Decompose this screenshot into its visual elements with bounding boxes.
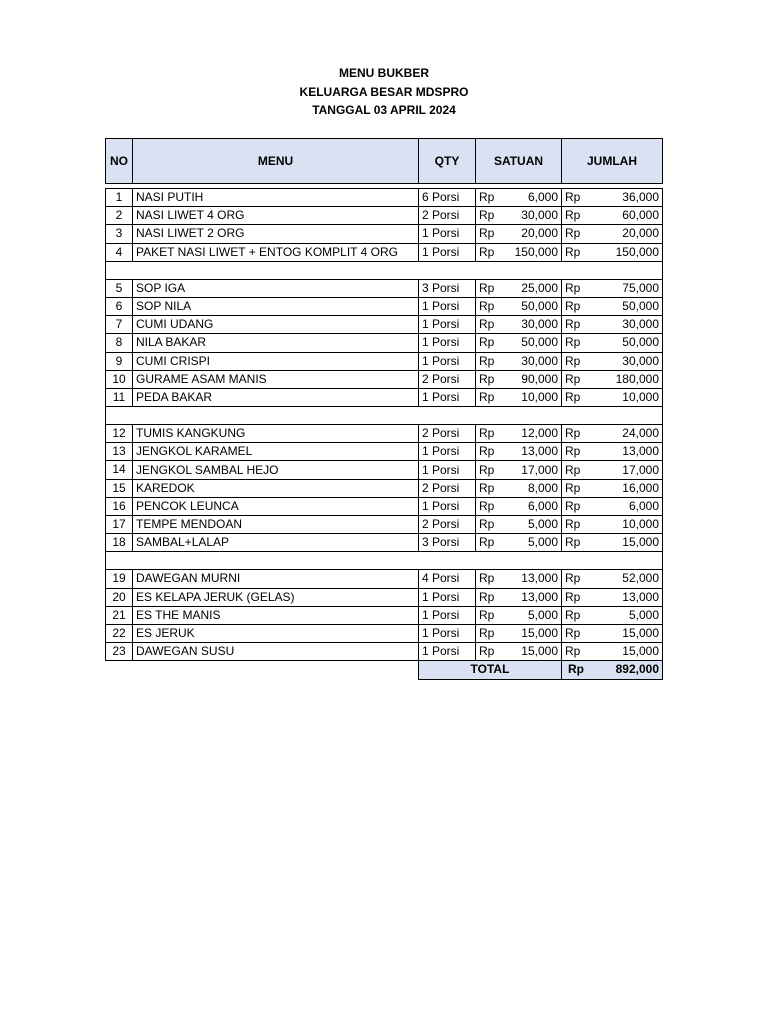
row-number: 11 [106, 388, 133, 406]
row-quantity: 3 Porsi [419, 279, 476, 297]
row-jumlah-amount: 5,000 [588, 606, 663, 624]
row-menu-item: ES KELAPA JERUK (GELAS) [133, 588, 419, 606]
row-menu-item: NASI LIWET 4 ORG [133, 207, 419, 225]
header-jumlah: JUMLAH [562, 139, 663, 184]
row-jumlah-currency: Rp [562, 370, 588, 388]
row-satuan-price: 50,000 [504, 334, 562, 352]
row-menu-item: PENCOK LEUNCA [133, 497, 419, 515]
group-separator-row [106, 407, 663, 425]
table-row [106, 588, 663, 606]
table-row [106, 570, 663, 588]
row-quantity: 3 Porsi [419, 534, 476, 552]
group-separator-row [106, 261, 663, 279]
row-menu-item: SOP NILA [133, 297, 419, 315]
group-separator-row [106, 552, 663, 570]
row-number: 6 [106, 297, 133, 315]
row-number: 2 [106, 207, 133, 225]
row-jumlah-currency: Rp [562, 243, 588, 261]
row-number: 12 [106, 425, 133, 443]
row-satuan-currency: Rp [476, 606, 504, 624]
row-number: 1 [106, 189, 133, 207]
document-subtitle-organization: KELUARGA BESAR MDSPRO [299, 84, 469, 99]
row-satuan-price: 25,000 [504, 279, 562, 297]
row-jumlah-currency: Rp [562, 534, 588, 552]
row-satuan-currency: Rp [476, 588, 504, 606]
table-row [106, 388, 663, 406]
row-menu-item: DAWEGAN MURNI [133, 570, 419, 588]
row-satuan-price: 150,000 [504, 243, 562, 261]
row-jumlah-currency: Rp [562, 334, 588, 352]
row-quantity: 4 Porsi [419, 570, 476, 588]
row-menu-item: CUMI CRISPI [133, 352, 419, 370]
row-jumlah-amount: 150,000 [588, 243, 663, 261]
table-row [106, 207, 663, 225]
row-jumlah-amount: 15,000 [588, 624, 663, 642]
row-jumlah-amount: 17,000 [588, 461, 663, 479]
row-satuan-price: 8,000 [504, 479, 562, 497]
row-jumlah-amount: 16,000 [588, 479, 663, 497]
menu-table-body [106, 184, 663, 680]
row-number: 23 [106, 643, 133, 661]
row-quantity: 1 Porsi [419, 225, 476, 243]
row-jumlah-amount: 36,000 [588, 189, 663, 207]
row-satuan-price: 5,000 [504, 516, 562, 534]
row-jumlah-currency: Rp [562, 189, 588, 207]
row-satuan-price: 10,000 [504, 388, 562, 406]
row-number: 20 [106, 588, 133, 606]
row-jumlah-currency: Rp [562, 624, 588, 642]
row-jumlah-amount: 13,000 [588, 588, 663, 606]
row-jumlah-currency: Rp [562, 497, 588, 515]
table-row [106, 352, 663, 370]
row-number: 10 [106, 370, 133, 388]
row-menu-item: DAWEGAN SUSU [133, 643, 419, 661]
menu-table [105, 138, 663, 680]
row-menu-item: TEMPE MENDOAN [133, 516, 419, 534]
row-satuan-price: 6,000 [504, 189, 562, 207]
row-number: 17 [106, 516, 133, 534]
row-number: 19 [106, 570, 133, 588]
row-quantity: 1 Porsi [419, 461, 476, 479]
row-satuan-price: 15,000 [504, 624, 562, 642]
row-menu-item: NILA BAKAR [133, 334, 419, 352]
row-quantity: 1 Porsi [419, 388, 476, 406]
document-subtitle-date: TANGGAL 03 APRIL 2024 [312, 103, 456, 117]
row-jumlah-amount: 20,000 [588, 225, 663, 243]
table-row [106, 279, 663, 297]
row-jumlah-currency: Rp [562, 279, 588, 297]
group-separator-cell [106, 407, 663, 425]
row-jumlah-amount: 52,000 [588, 570, 663, 588]
total-label: TOTAL [419, 661, 562, 679]
row-jumlah-amount: 6,000 [588, 497, 663, 515]
row-quantity: 2 Porsi [419, 207, 476, 225]
row-satuan-currency: Rp [476, 189, 504, 207]
row-quantity: 1 Porsi [419, 443, 476, 461]
row-satuan-currency: Rp [476, 425, 504, 443]
row-jumlah-amount: 30,000 [588, 316, 663, 334]
header-no: NO [106, 139, 133, 184]
row-satuan-price: 13,000 [504, 443, 562, 461]
table-row [106, 334, 663, 352]
table-row [106, 606, 663, 624]
table-row [106, 534, 663, 552]
row-quantity: 1 Porsi [419, 316, 476, 334]
table-row [106, 643, 663, 661]
row-satuan-currency: Rp [476, 334, 504, 352]
row-menu-item: SAMBAL+LALAP [133, 534, 419, 552]
total-row [106, 661, 663, 679]
row-satuan-currency: Rp [476, 225, 504, 243]
row-menu-item: CUMI UDANG [133, 316, 419, 334]
row-jumlah-amount: 50,000 [588, 334, 663, 352]
row-satuan-price: 13,000 [504, 588, 562, 606]
row-quantity: 1 Porsi [419, 624, 476, 642]
row-satuan-currency: Rp [476, 352, 504, 370]
row-satuan-currency: Rp [476, 497, 504, 515]
header-qty: QTY [419, 139, 476, 184]
row-satuan-currency: Rp [476, 207, 504, 225]
table-row [106, 497, 663, 515]
row-jumlah-currency: Rp [562, 207, 588, 225]
row-jumlah-amount: 24,000 [588, 425, 663, 443]
row-satuan-currency: Rp [476, 443, 504, 461]
table-row [106, 225, 663, 243]
row-satuan-currency: Rp [476, 624, 504, 642]
row-satuan-currency: Rp [476, 461, 504, 479]
row-quantity: 1 Porsi [419, 352, 476, 370]
row-jumlah-currency: Rp [562, 479, 588, 497]
row-menu-item: KAREDOK [133, 479, 419, 497]
row-jumlah-currency: Rp [562, 588, 588, 606]
row-satuan-currency: Rp [476, 534, 504, 552]
row-jumlah-currency: Rp [562, 516, 588, 534]
row-satuan-price: 20,000 [504, 225, 562, 243]
table-row [106, 243, 663, 261]
table-row [106, 624, 663, 642]
table-row [106, 425, 663, 443]
row-quantity: 2 Porsi [419, 516, 476, 534]
total-blank-cell [106, 661, 133, 679]
row-satuan-currency: Rp [476, 643, 504, 661]
total-amount: 892,000 [588, 661, 663, 679]
group-separator-cell [106, 552, 663, 570]
row-jumlah-currency: Rp [562, 606, 588, 624]
row-menu-item: ES THE MANIS [133, 606, 419, 624]
document-title: MENU BUKBER [339, 66, 429, 80]
row-menu-item: ES JERUK [133, 624, 419, 642]
row-number: 21 [106, 606, 133, 624]
row-quantity: 1 Porsi [419, 297, 476, 315]
row-jumlah-amount: 180,000 [588, 370, 663, 388]
table-row [106, 370, 663, 388]
row-menu-item: TUMIS KANGKUNG [133, 425, 419, 443]
row-menu-item: SOP IGA [133, 279, 419, 297]
row-satuan-currency: Rp [476, 279, 504, 297]
row-jumlah-currency: Rp [562, 352, 588, 370]
row-jumlah-amount: 30,000 [588, 352, 663, 370]
row-jumlah-currency: Rp [562, 570, 588, 588]
table-row [106, 297, 663, 315]
total-currency: Rp [562, 661, 588, 679]
row-satuan-currency: Rp [476, 297, 504, 315]
row-jumlah-currency: Rp [562, 297, 588, 315]
document-title-block [0, 64, 768, 120]
row-number: 3 [106, 225, 133, 243]
table-row [106, 479, 663, 497]
table-row [106, 461, 663, 479]
row-jumlah-amount: 10,000 [588, 516, 663, 534]
row-jumlah-currency: Rp [562, 443, 588, 461]
row-number: 8 [106, 334, 133, 352]
row-satuan-price: 13,000 [504, 570, 562, 588]
row-jumlah-amount: 10,000 [588, 388, 663, 406]
row-menu-item: JENGKOL KARAMEL [133, 443, 419, 461]
row-satuan-price: 30,000 [504, 352, 562, 370]
table-row [106, 189, 663, 207]
row-number: 7 [106, 316, 133, 334]
row-number: 14 [106, 461, 133, 479]
row-number: 4 [106, 243, 133, 261]
row-quantity: 2 Porsi [419, 370, 476, 388]
row-satuan-currency: Rp [476, 479, 504, 497]
row-quantity: 1 Porsi [419, 588, 476, 606]
row-number: 18 [106, 534, 133, 552]
row-jumlah-currency: Rp [562, 461, 588, 479]
row-menu-item: JENGKOL SAMBAL HEJO [133, 461, 419, 479]
row-jumlah-amount: 15,000 [588, 534, 663, 552]
table-row [106, 443, 663, 461]
row-satuan-price: 30,000 [504, 207, 562, 225]
row-satuan-currency: Rp [476, 570, 504, 588]
row-number: 22 [106, 624, 133, 642]
row-menu-item: NASI PUTIH [133, 189, 419, 207]
row-satuan-currency: Rp [476, 388, 504, 406]
row-quantity: 6 Porsi [419, 189, 476, 207]
row-quantity: 1 Porsi [419, 643, 476, 661]
row-jumlah-amount: 60,000 [588, 207, 663, 225]
row-satuan-currency: Rp [476, 316, 504, 334]
row-satuan-price: 6,000 [504, 497, 562, 515]
row-quantity: 2 Porsi [419, 425, 476, 443]
row-jumlah-currency: Rp [562, 316, 588, 334]
group-separator-cell [106, 261, 663, 279]
header-satuan: SATUAN [476, 139, 562, 184]
row-satuan-price: 5,000 [504, 606, 562, 624]
row-menu-item: PAKET NASI LIWET + ENTOG KOMPLIT 4 ORG [133, 243, 419, 261]
row-quantity: 1 Porsi [419, 334, 476, 352]
row-jumlah-amount: 50,000 [588, 297, 663, 315]
row-number: 13 [106, 443, 133, 461]
row-menu-item: GURAME ASAM MANIS [133, 370, 419, 388]
table-row [106, 516, 663, 534]
row-jumlah-amount: 15,000 [588, 643, 663, 661]
row-satuan-price: 17,000 [504, 461, 562, 479]
row-quantity: 1 Porsi [419, 606, 476, 624]
row-quantity: 2 Porsi [419, 479, 476, 497]
row-number: 15 [106, 479, 133, 497]
table-row [106, 316, 663, 334]
row-jumlah-amount: 75,000 [588, 279, 663, 297]
row-satuan-price: 15,000 [504, 643, 562, 661]
row-number: 5 [106, 279, 133, 297]
row-menu-item: PEDA BAKAR [133, 388, 419, 406]
row-satuan-price: 90,000 [504, 370, 562, 388]
row-satuan-price: 30,000 [504, 316, 562, 334]
row-satuan-currency: Rp [476, 243, 504, 261]
row-satuan-price: 5,000 [504, 534, 562, 552]
header-menu: MENU [133, 139, 419, 184]
row-number: 9 [106, 352, 133, 370]
row-satuan-price: 12,000 [504, 425, 562, 443]
row-jumlah-currency: Rp [562, 425, 588, 443]
total-blank-cell [133, 661, 419, 679]
row-quantity: 1 Porsi [419, 243, 476, 261]
row-menu-item: NASI LIWET 2 ORG [133, 225, 419, 243]
row-jumlah-amount: 13,000 [588, 443, 663, 461]
row-satuan-price: 50,000 [504, 297, 562, 315]
row-satuan-currency: Rp [476, 370, 504, 388]
row-jumlah-currency: Rp [562, 643, 588, 661]
row-jumlah-currency: Rp [562, 225, 588, 243]
row-quantity: 1 Porsi [419, 497, 476, 515]
table-header-row [106, 139, 663, 184]
row-number: 16 [106, 497, 133, 515]
row-satuan-currency: Rp [476, 516, 504, 534]
row-jumlah-currency: Rp [562, 388, 588, 406]
